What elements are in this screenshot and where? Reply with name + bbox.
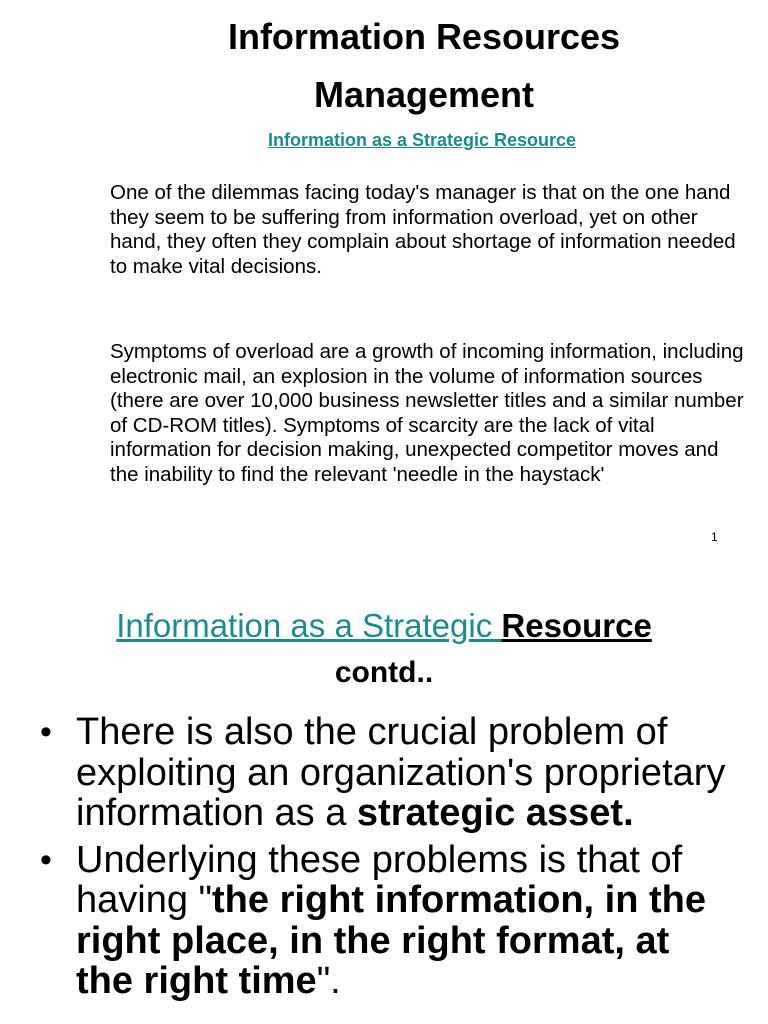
bullet-item-2 <box>0 840 768 1002</box>
bullet-2-tail: ". <box>316 960 341 1002</box>
slide-1-title-line-2: Management <box>313 74 535 115</box>
page-number: 1 <box>711 530 718 544</box>
slide-2-title-contd: contd.. <box>334 656 434 689</box>
slide-2-bullet-list <box>0 712 768 1008</box>
slide-2-title-resource: Resource <box>501 607 652 644</box>
bullet-item-1 <box>0 712 768 834</box>
slide-2-title <box>0 605 768 647</box>
slide-1-paragraph-1: One of the dilemmas facing today's manager is that on the one hand they seem to be suffering from information overload, yet on other hand, they often they complain about shortage of information needed to make vital decisions. <box>110 181 736 278</box>
slide-1-title-line-1: Information Resources <box>227 16 621 57</box>
bullet-1-bold: strategic asset. <box>356 792 634 834</box>
bullet-2-bold: the right information, in the right place, in the right format, at the right time <box>76 879 706 1002</box>
slide-2-title-link[interactable]: Information as a Strategic <box>116 607 502 644</box>
bullet-icon: • <box>40 713 52 751</box>
bullet-2-text: Underlying these problems is that of having " <box>76 838 683 921</box>
slide-1-title <box>0 8 768 124</box>
slide-1-paragraph-2: Symptoms of overload are a growth of incoming information, including electronic mail, an explosion in the volume of information sources (there are over 10,000 business newsletter titles and a similar number of CD-ROM titles). Symptoms of scarcity are the lack of vital information for decision making, unexpected competitor moves and the inability to find the relevant 'needle in the haystack' <box>110 340 744 486</box>
bullet-1-text: There is also the crucial problem of exploiting an organization's proprietary information as a <box>76 711 726 834</box>
bullet-icon: • <box>40 840 52 879</box>
slide-1-subtitle-link[interactable]: Information as a Strategic Resource <box>267 130 577 150</box>
